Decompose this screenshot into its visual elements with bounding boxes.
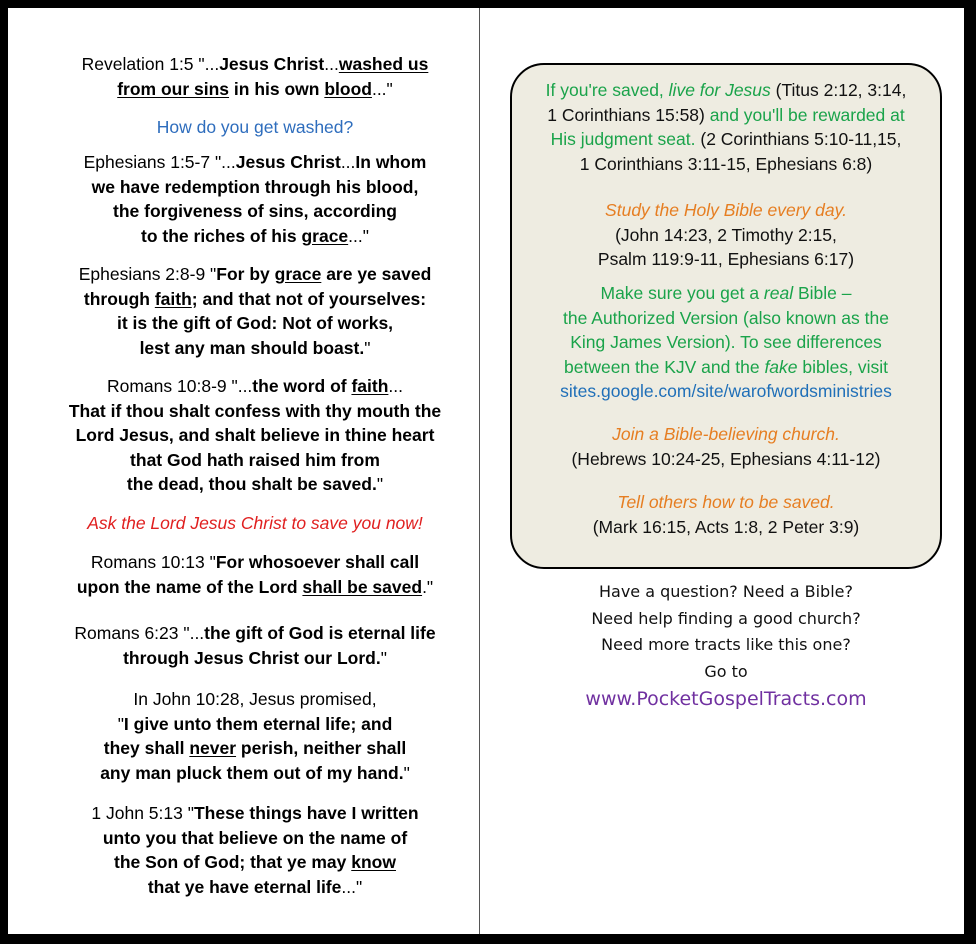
website-link[interactable]: www.PocketGospelTracts.com [585, 688, 867, 710]
tell-others-section: Tell others how to be saved. (Mark 16:15, Acts 1:8, 2 Peter 3:9) [592, 492, 860, 537]
washed-question: How do you get washed? [156, 117, 354, 137]
verse-john-10-28: In John 10:28, Jesus promised, "I give unto them eternal life; and they shall never perish, neither shall any man pluck them out of my hand." [100, 689, 410, 783]
live-for-jesus-section: If you're saved, live for Jesus (Titus 2:12, 3:14, 1 Corinthians 15:58) and you'll be rewarded at His judgment seat. (2 Corinthians 5:10-11,15, 1 Corinthians 3:11-15, Ephesians 6:8) [545, 80, 907, 174]
church-section: Join a Bible-believing church. (Hebrews 10:24-25, Ephesians 4:11-12) [571, 424, 881, 469]
verse-ephesians-1: Ephesians 1:5-7 "...Jesus Christ...In whom we have redemption through his blood, the forgiveness of sins, according to the riches of his grace..." [83, 152, 427, 246]
tract-page [8, 8, 964, 934]
verse-romans-6-23: Romans 6:23 "...the gift of God is eternal life through Jesus Christ our Lord." [74, 623, 436, 668]
fold-divider [479, 8, 480, 934]
call-to-action: Ask the Lord Jesus Christ to save you now! [87, 513, 423, 533]
kjv-website-link[interactable]: sites.google.com/site/warofwordsministries [560, 381, 892, 401]
verse-romans-10-13: Romans 10:13 "For whosoever shall call upon the name of the Lord shall be saved." [76, 552, 434, 597]
verse-romans-10-8: Romans 10:8-9 "...the word of faith... That if thou shalt confess with thy mouth the Lord Jesus, and shalt believe in thine heart that God hath raised him from the dead, thou shalt be saved." [68, 376, 442, 494]
real-bible-section: Make sure you get a real Bible – the Authorized Version (also known as the King James Version). To see differences between the KJV and the fake bibles, visit sites.google.com/site/warofwordsministries [520, 281, 932, 404]
verse-1-john-5-13: 1 John 5:13 "These things have I written unto you that believe on the name of the Son of God; that ye may know that ye have eternal life..." [91, 803, 419, 897]
verse-revelation: Revelation 1:5 "...Jesus Christ...washed us from our sins in his own blood..." [81, 54, 429, 99]
verse-ephesians-2: Ephesians 2:8-9 "For by grace are ye saved through faith; and that not of yourselves: it is the gift of God: Not of works, lest any man should boast." [78, 264, 432, 358]
contact-footer: Have a question? Need a Bible? Need help finding a good church? Need more tracts like this one? Go to www.PocketGospelTracts.com [510, 579, 942, 713]
study-bible-section: Study the Holy Bible every day. (John 14:23, 2 Timothy 2:15, Psalm 119:9-11, Ephesians 6:17) [597, 200, 855, 269]
